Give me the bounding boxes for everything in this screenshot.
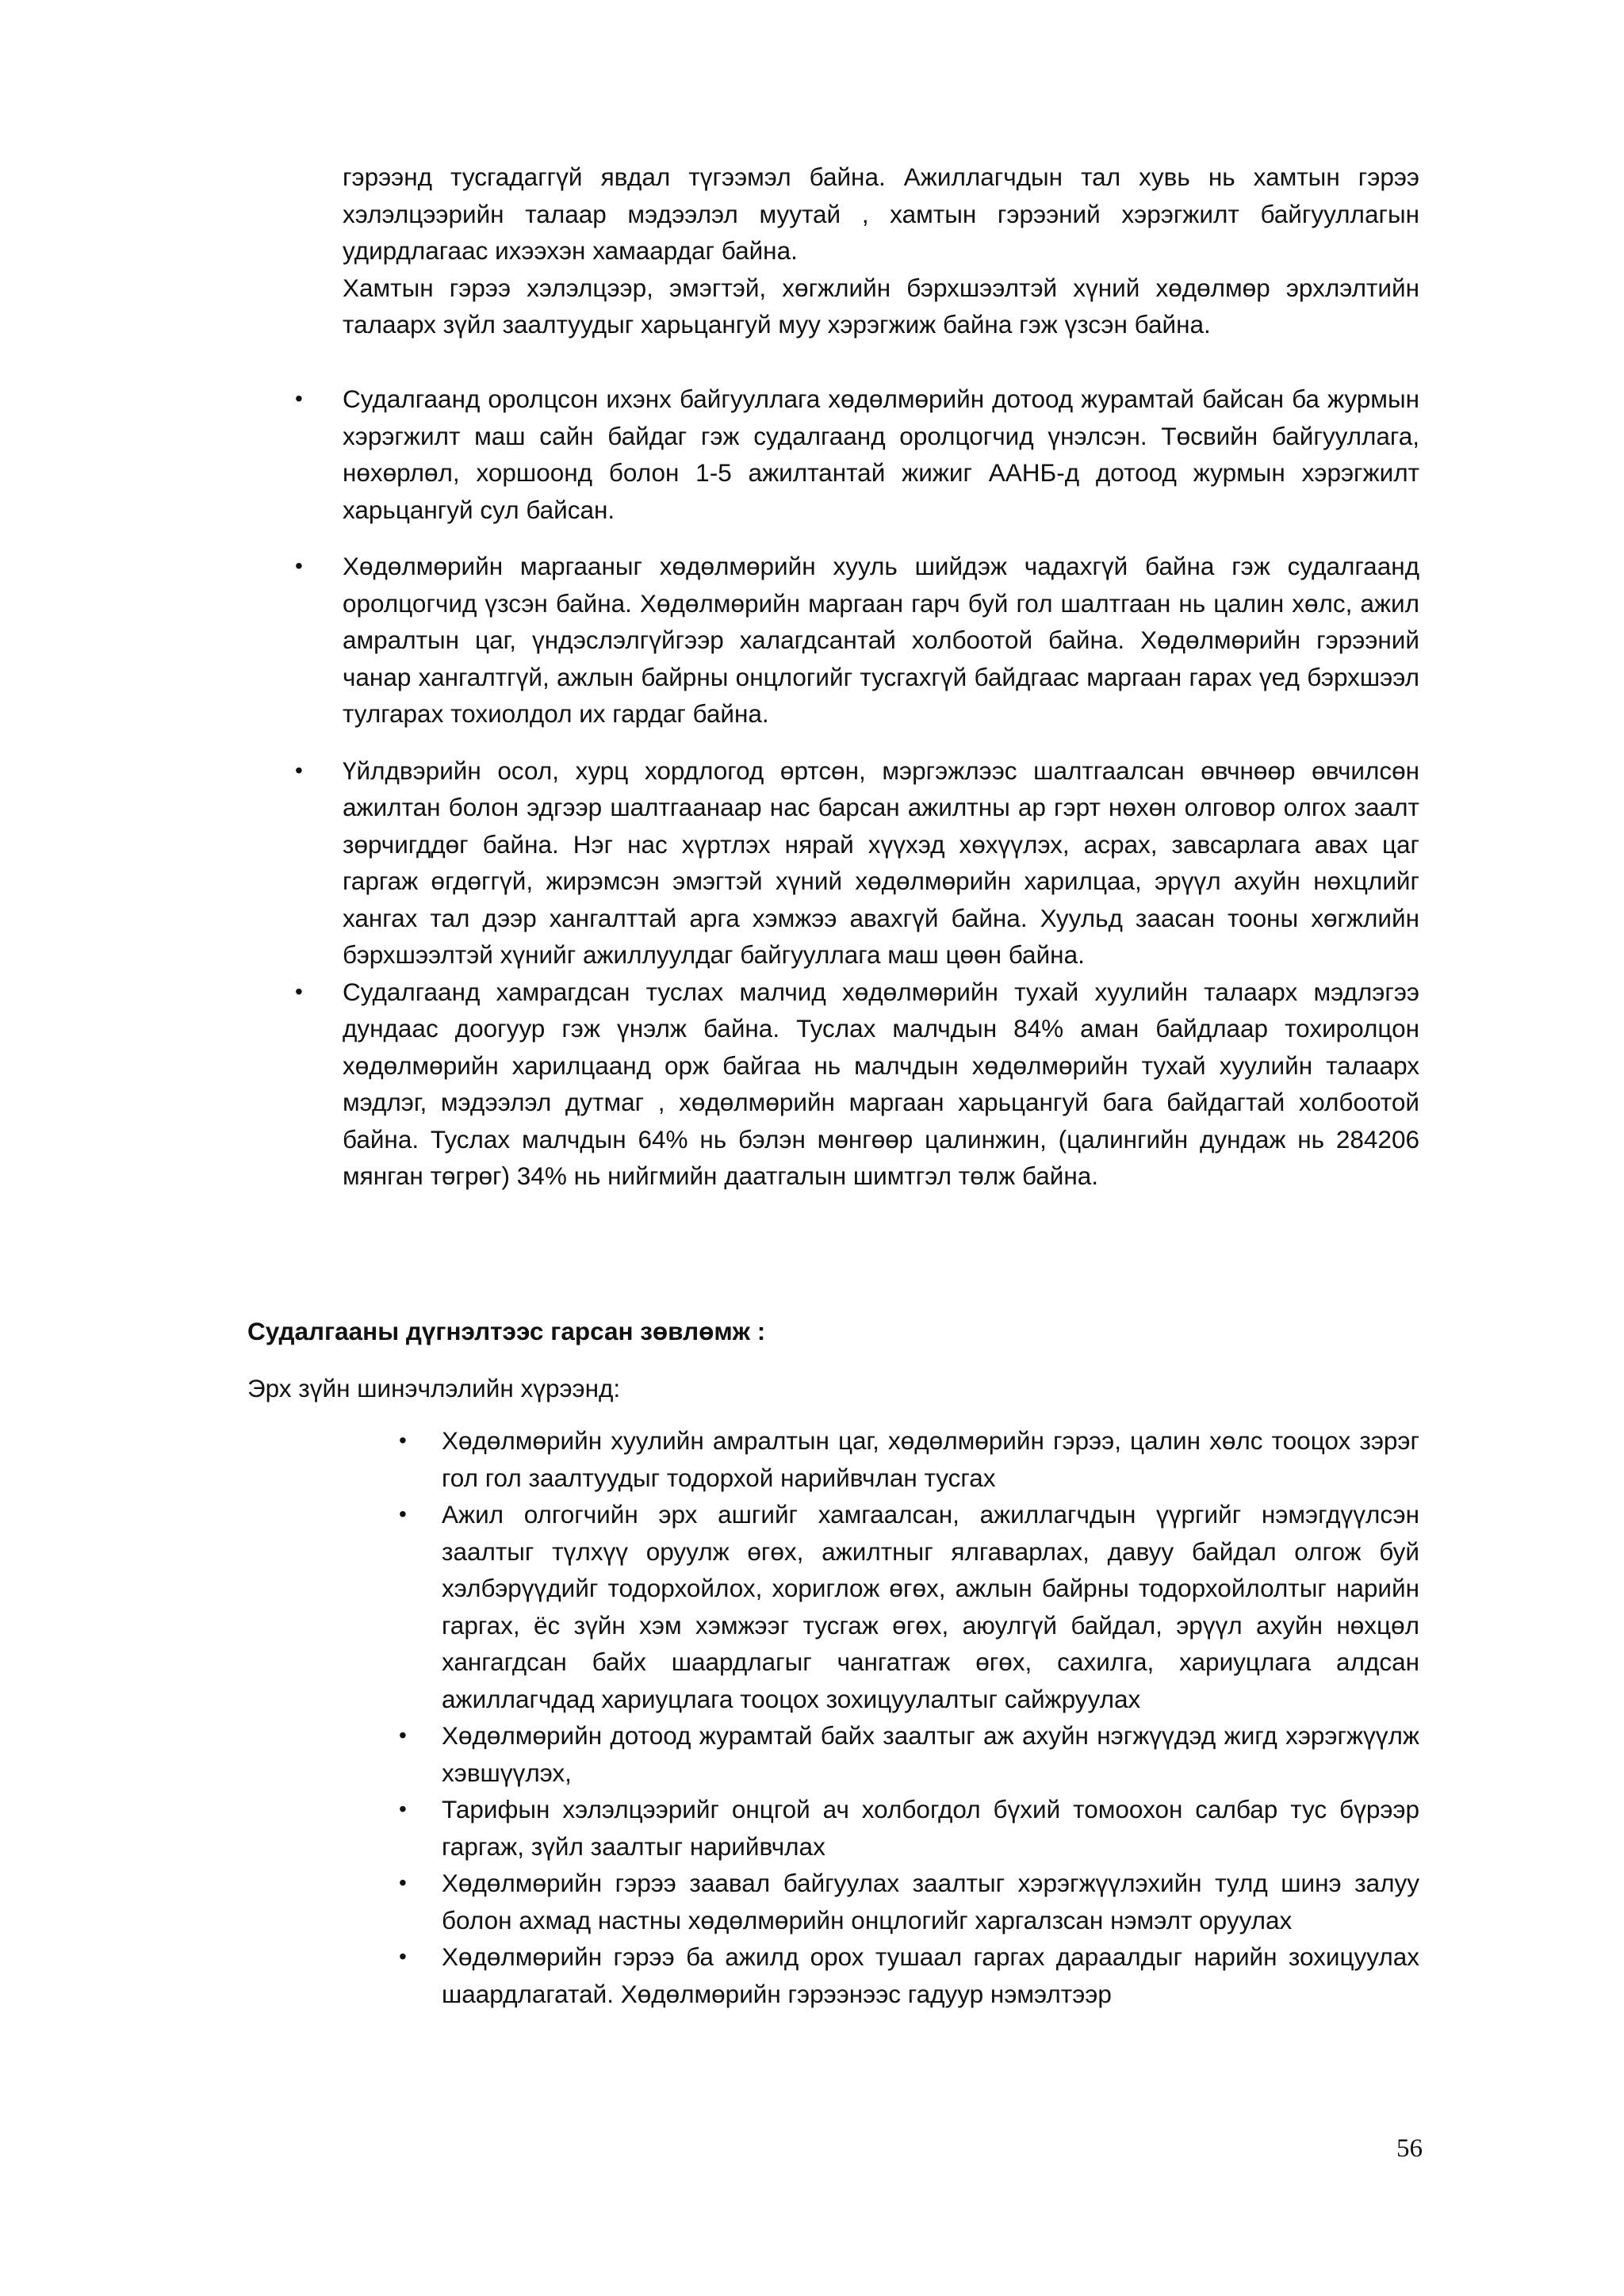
intro-paragraph: Хамтын гэрээ хэлэлцээр, эмэгтэй, хөгжлийн бэрхшээлтэй хүний хөдөлмөр эрхлэлтийн талаарх зүйл заалтуудыг харьцангуй муу хэрэгжиж байна гэж үзсэн байна. xyxy=(343,273,1419,339)
list-item-text: Тарифын хэлэлцээрийг онцгой ач холбогдол бүхий томоохон салбар тус бүрээр гаргаж, зүйл заалтыг нарийвчлах xyxy=(442,1795,1419,1861)
bullet-icon: • xyxy=(399,1723,407,1747)
list-item-text: Судалгаанд оролцсон ихэнх байгууллага хөдөлмөрийн дотоод журамтай байсан ба журмын хэрэгжилт маш сайн байдаг гэж судалгаанд оролцогчид үнэлсэн. Төсвийн байгууллага, нөхөрлөл, хоршоонд болон 1-5 ажилтантай жижиг ААНБ-д дотоод журмын хэрэгжилт харьцангуй сул байсан. xyxy=(343,385,1419,524)
bullet-icon: • xyxy=(295,386,303,411)
bullet-icon: • xyxy=(295,553,303,578)
bullet-icon: • xyxy=(399,1797,407,1821)
section-subheading: Эрх зүйн шинэчлэлийн хүрээнд: xyxy=(247,1374,621,1402)
intro-paragraph: гэрээнд тусгадаггүй явдал түгээмэл байна. Ажиллагчдын тал хувь нь хамтын гэрээ хэлэлцээрийн талаар мэдээлэл муутай , хамтын гэрээний хэрэгжилт байгууллагын удирдлагаас ихээхэн хамаардаг байна. xyxy=(343,163,1419,265)
list-item xyxy=(399,1865,1419,1938)
list-item xyxy=(295,548,1419,733)
recommendations-list xyxy=(399,1422,1419,2012)
bullet-icon: • xyxy=(295,757,303,783)
list-item-text: Хөдөлмөрийн хуулийн амралтын цаг, хөдөлмөрийн гэрээ, цалин хөлс тооцох зэрэг гол гол заалтуудыг тодорхой нарийвчлан тусгах xyxy=(442,1426,1419,1492)
list-item-text: Ажил олгогчийн эрх ашгийг хамгаалсан, ажиллагчдын үүргийг нэмэгдүүлсэн заалтыг түлхүү оруулж өгөх, ажилтныг ялгаварлах, давуу байдал олгож буй хэлбэрүүдийг тодорхойлох, хориглож өгөх, ажлын байрны тодорхойлолтыг нарийн гаргах, ёс зүйн хэм хэмжээг тусгаж өгөх, аюулгүй байдал, эрүүл ахуйн нөхцөл хангагдсан байх шаардлагыг чангатгаж өгөх, сахилга, хариуцлага алдсан ажиллагчдад хариуцлага тооцох зохицуулалтыг сайжруулах xyxy=(442,1500,1419,1713)
list-item xyxy=(295,974,1419,1195)
list-item xyxy=(399,1496,1419,1717)
list-item-text: Судалгаанд хамрагдсан туслах малчид хөдөлмөрийн тухай хуулийн талаарх мэдлэгээ дундаас доогуур гэж үнэлж байна. Туслах малчдын 84% аман байдлаар тохиролцон хөдөлмөрийн харилцаанд орж байгаа нь малчдын хөдөлмөрийн тухай хуулийн талаарх мэдлэг, мэдээлэл дутмаг , хөдөлмөрийн маргаан харьцангуй бага байдагтай холбоотой байна. Туслах малчдын 64% нь бэлэн мөнгөөр цалинжин, (цалингийн дундаж нь 284206 мянган төгрөг) 34% нь нийгмийн даатгалын шимтгэл төлж байна. xyxy=(343,977,1419,1190)
list-item-text: Хөдөлмөрийн дотоод журамтай байх заалтыг аж ахуйн нэгжүүдэд жигд хэрэгжүүлж хэвшүүлэх, xyxy=(442,1721,1419,1787)
list-item xyxy=(295,381,1419,528)
page-number: 56 xyxy=(1396,2134,1423,2163)
bullet-icon: • xyxy=(399,1870,407,1895)
list-item-text: Хөдөлмөрийн гэрээ ба ажилд орох тушаал гаргах дараалдыг нарийн зохицуулах шаардлагатай. Хөдөлмөрийн гэрээнээс гадуур нэмэлтээр xyxy=(442,1942,1419,2008)
list-item-text: Хөдөлмөрийн маргааныг хөдөлмөрийн хууль шийдэж чадахгүй байна гэж судалгаанд оролцогчид үзсэн байна. Хөдөлмөрийн маргаан гарч буй гол шалтгаан нь цалин хөлс, ажил амралтын цаг, үндэслэлгүйгээр халагдсантай холбоотой байна. Хөдөлмөрийн гэрээний чанар хангалтгүй, ажлын байрны онцлогийг тусгахгүй байдгаас маргаан гарах үед бэрхшээл тулгарах тохиолдол их гардаг байна. xyxy=(343,552,1419,728)
list-item xyxy=(399,1791,1419,1865)
bullet-icon: • xyxy=(399,1502,407,1526)
list-item xyxy=(399,1938,1419,2012)
bullet-icon: • xyxy=(399,1944,407,1969)
list-item-text: Үйлдвэрийн осол, хурц хордлогод өртсөн, мэргэжлээс шалтгаалсан өвчнөөр өвчилсөн ажилтан болон эдгээр шалтгаанаар нас барсан ажилтны ар гэрт нөхөн олговор олгох заалт зөрчигддөг байна. Нэг нас хүртлэх нярай хүүхэд хөхүүлэх, асрах, завсарлага авах цаг гаргаж өгдөггүй, жирэмсэн эмэгтэй хүний хөдөлмөрийн харилцаа, эрүүл ахуйн нөхцлийг хангах тал дээр хангалттай арга хэмжээ авахгүй байна. Хуульд заасан тооны хөгжлийн бэрхшээлтэй хүнийг ажиллуулдаг байгууллага маш цөөн байна. xyxy=(343,756,1419,969)
list-item xyxy=(399,1717,1419,1791)
list-item xyxy=(399,1422,1419,1496)
list-item xyxy=(295,752,1419,974)
bullet-icon: • xyxy=(399,1428,407,1452)
list-item-text: Хөдөлмөрийн гэрээ заавал байгуулах заалтыг хэрэгжүүлэхийн тулд шинэ залуу болон ахмад настны хөдөлмөрийн онцлогийг харгалзсан нэмэлт оруулах xyxy=(442,1869,1419,1934)
section-heading: Судалгааны дүгнэлтээс гарсан зөвлөмж : xyxy=(247,1317,766,1345)
intro-section xyxy=(343,159,1419,343)
bullet-icon: • xyxy=(295,978,303,1004)
findings-list xyxy=(295,381,1419,1195)
